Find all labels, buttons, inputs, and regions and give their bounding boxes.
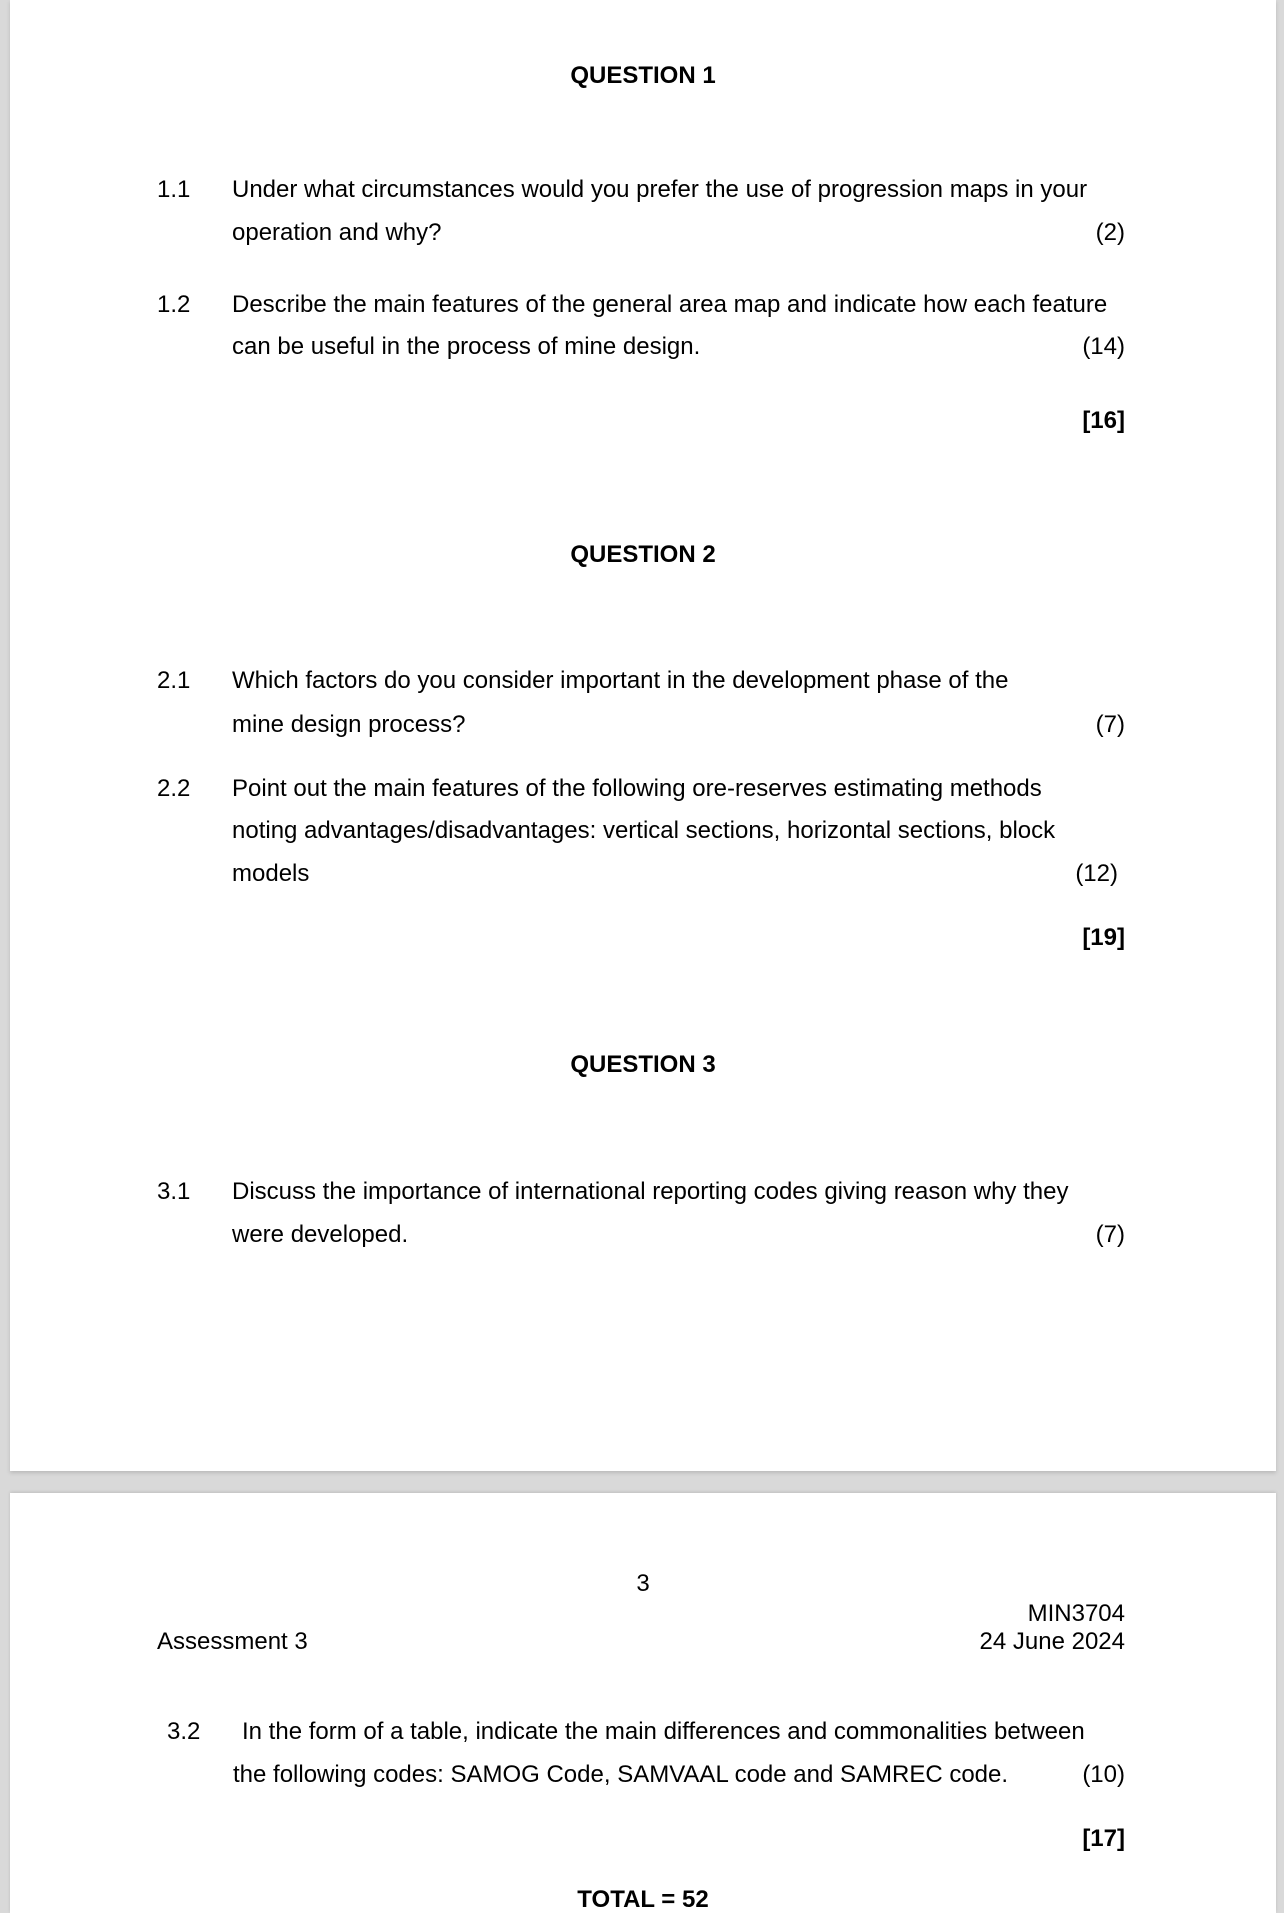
question-3-1-text-line1: Discuss the importance of international reporting codes giving reason why they <box>232 1178 1069 1205</box>
page-bottom <box>10 1493 1276 1913</box>
question-3-2-number: 3.2 <box>167 1718 201 1745</box>
question-3-heading: QUESTION 3 <box>570 1051 716 1078</box>
question-2-1-text-line1: Which factors do you consider important in the development phase of the <box>232 667 1009 694</box>
question-1-1-marks: (2) <box>1095 219 1125 246</box>
question-3-2-text-line2: the following codes: SAMOG Code, SAMVAAL code and SAMREC code. <box>233 1761 1009 1788</box>
question-1-2-text-line2: can be useful in the process of mine design. <box>232 333 701 360</box>
question-3-total: [17] <box>1082 1825 1125 1852</box>
question-1-total: [16] <box>1082 407 1125 434</box>
question-1-heading: QUESTION 1 <box>570 62 716 89</box>
question-1-2-marks: (14) <box>1082 333 1125 360</box>
question-2-2-text-line1: Point out the main features of the following ore-reserves estimating methods <box>232 775 1042 802</box>
assessment-date: 24 June 2024 <box>979 1628 1125 1655</box>
page-number: 3 <box>636 1570 650 1597</box>
page-top <box>10 0 1276 1471</box>
question-3-1-marks: (7) <box>1095 1221 1125 1248</box>
grand-total: TOTAL = 52 <box>577 1886 709 1913</box>
question-2-total: [19] <box>1082 924 1125 951</box>
question-3-2-marks: (10) <box>1082 1761 1125 1788</box>
course-code: MIN3704 <box>1027 1600 1125 1627</box>
question-1-2-text-line1: Describe the main features of the general area map and indicate how each feature <box>232 291 1108 318</box>
question-1-1-text-line1: Under what circumstances would you prefer the use of progression maps in your <box>232 176 1088 203</box>
question-2-1-marks: (7) <box>1095 711 1125 738</box>
question-2-1-text-line2: mine design process? <box>232 711 466 738</box>
assessment-label: Assessment 3 <box>157 1628 308 1655</box>
question-2-2-text-line3: models <box>232 860 310 887</box>
question-2-2-text-line2: noting advantages/disadvantages: vertical sections, horizontal sections, block <box>232 817 1056 844</box>
question-3-2-text-line1: In the form of a table, indicate the main differences and commonalities between <box>242 1718 1085 1745</box>
question-2-heading: QUESTION 2 <box>570 541 716 568</box>
question-3-1-number: 3.1 <box>157 1178 191 1205</box>
question-1-1-text-line2: operation and why? <box>232 219 442 246</box>
question-2-1-number: 2.1 <box>157 667 191 694</box>
question-2-2-number: 2.2 <box>157 775 191 802</box>
question-1-2-number: 1.2 <box>157 291 191 318</box>
question-2-2-marks: (12) <box>1075 860 1118 887</box>
question-1-1-number: 1.1 <box>157 176 191 203</box>
question-3-1-text-line2: were developed. <box>232 1221 409 1248</box>
